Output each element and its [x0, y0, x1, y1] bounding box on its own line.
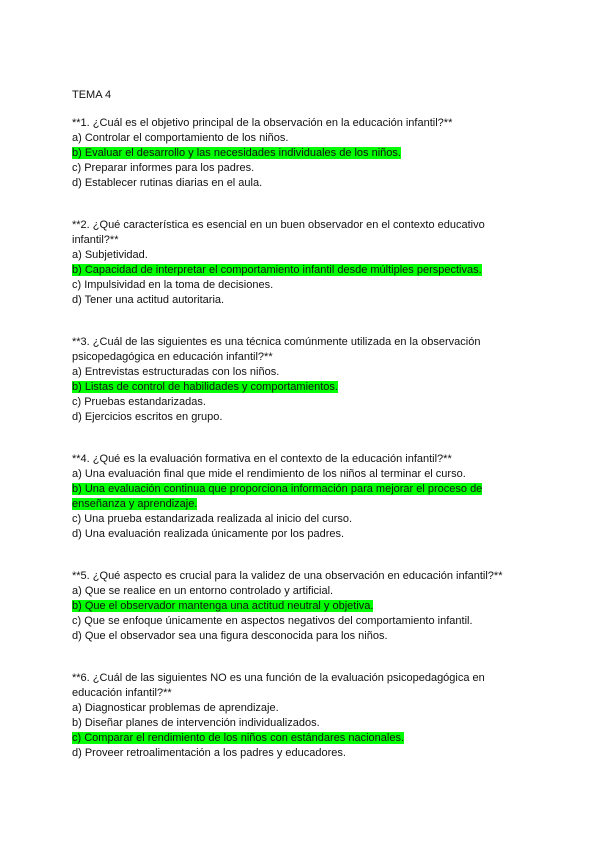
option-c-correct — [72, 731, 524, 746]
option-a: a) Diagnosticar problemas de aprendizaje. — [72, 702, 279, 714]
question-text: **1. ¿Cuál es el objetivo principal de la observación en la educación infantil?** — [72, 117, 453, 129]
option-b-correct — [72, 599, 524, 614]
option-b-correct — [72, 380, 524, 395]
question-text: **3. ¿Cuál de las siguientes es una técnica comúnmente utilizada en la observación psicopedagógica en educación infantil?** — [72, 336, 481, 363]
question-block-5 — [72, 569, 524, 644]
highlighted-answer: b) Listas de control de habilidades y comportamientos. — [72, 381, 338, 393]
question-block-6 — [72, 671, 524, 761]
option-c: c) Una prueba estandarizada realizada al inicio del curso. — [72, 513, 353, 525]
option-a: a) Que se realice en un entorno controlado y artificial. — [72, 585, 334, 597]
option-d: d) Establecer rutinas diarias en el aula. — [72, 177, 263, 189]
option-d: d) Una evaluación realizada únicamente por los padres. — [72, 528, 345, 540]
highlighted-answer: b) Evaluar el desarrollo y las necesidades individuales de los niños. — [72, 147, 401, 159]
option-b-correct — [72, 146, 524, 161]
option-a: a) Una evaluación final que mide el rendimiento de los niños al terminar el curso. — [72, 468, 466, 480]
option-b-correct — [72, 263, 524, 278]
question-text: **4. ¿Qué es la evaluación formativa en el contexto de la educación infantil?** — [72, 453, 452, 465]
option-d: d) Proveer retroalimentación a los padres y educadores. — [72, 747, 346, 759]
option-b: b) Diseñar planes de intervención individualizados. — [72, 717, 320, 729]
option-c: c) Preparar informes para los padres. — [72, 162, 255, 174]
option-c: c) Que se enfoque únicamente en aspectos negativos del comportamiento infantil. — [72, 615, 473, 627]
question-text: **6. ¿Cuál de las siguientes NO es una función de la evaluación psicopedagógica en educación infantil?** — [72, 672, 485, 699]
question-block-3 — [72, 335, 524, 425]
option-c: c) Pruebas estandarizadas. — [72, 396, 206, 408]
document-title: TEMA 4 — [72, 89, 112, 101]
option-a: a) Controlar el comportamiento de los niños. — [72, 132, 289, 144]
option-c: c) Impulsividad en la toma de decisiones. — [72, 279, 274, 291]
highlighted-answer: c) Comparar el rendimiento de los niños con estándares nacionales. — [72, 732, 405, 744]
highlighted-answer: b) Una evaluación continua que proporciona información para mejorar el proceso de enseñanza y aprendizaje. — [72, 483, 483, 510]
option-d: d) Ejercicios escritos en grupo. — [72, 411, 223, 423]
question-text: **5. ¿Qué aspecto es crucial para la validez de una observación en educación infantil?** — [72, 570, 503, 582]
option-b-correct — [72, 482, 524, 512]
question-text: **2. ¿Qué característica es esencial en un buen observador en el contexto educativo infantil?** — [72, 219, 485, 246]
highlighted-answer: b) Capacidad de interpretar el comportamiento infantil desde múltiples perspectivas. — [72, 264, 482, 276]
question-block-2 — [72, 218, 524, 308]
highlighted-answer: b) Que el observador mantenga una actitud neutral y objetiva. — [72, 600, 374, 612]
question-block-4 — [72, 452, 524, 542]
question-block-1 — [72, 116, 524, 191]
option-d: d) Tener una actitud autoritaria. — [72, 294, 225, 306]
option-a: a) Entrevistas estructuradas con los niños. — [72, 366, 280, 378]
option-a: a) Subjetividad. — [72, 249, 148, 261]
option-d: d) Que el observador sea una figura desconocida para los niños. — [72, 630, 388, 642]
